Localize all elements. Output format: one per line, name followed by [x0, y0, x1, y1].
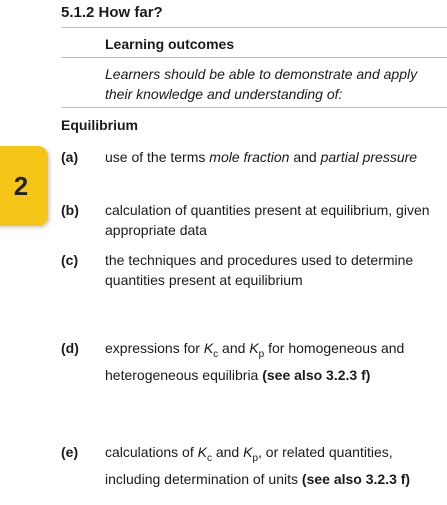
topic-heading: Equilibrium	[61, 117, 138, 133]
outcome-item-c: the techniques and procedures used to determine quantities present at equilibrium	[105, 252, 414, 288]
outcome-item-d: expressions for $K_c$ and $K_p$ for homogeneous and heterogeneous equilibria (see also 3.2.3 f)	[105, 340, 405, 383]
divider-rule	[61, 27, 447, 28]
item-letter: (e)	[61, 444, 79, 460]
outcome-item-a: use of the terms mole fraction and partial pressure	[105, 149, 418, 165]
learning-outcomes-heading: Learning outcomes	[105, 36, 235, 52]
learning-outcomes-intro: Learners should be able to demonstrate and apply their knowledge and understanding of:	[105, 66, 418, 102]
outcome-item-b: calculation of quantities present at equilibrium, given appropriate data	[105, 202, 430, 238]
chapter-tab-number: 2	[13, 170, 29, 201]
item-letter: (c)	[61, 252, 79, 268]
divider-rule	[61, 57, 447, 58]
section-title: 5.1.2 How far?	[61, 4, 163, 21]
outcome-item-e: calculations of $K_c$ and $K_p$, or related quantities, including determination of units (see also 3.2.3 f)	[105, 444, 411, 487]
item-letter: (d)	[61, 340, 79, 356]
item-letter: (a)	[61, 149, 79, 165]
chapter-tab	[0, 146, 48, 226]
item-letter: (b)	[61, 202, 79, 218]
divider-rule	[61, 107, 447, 108]
